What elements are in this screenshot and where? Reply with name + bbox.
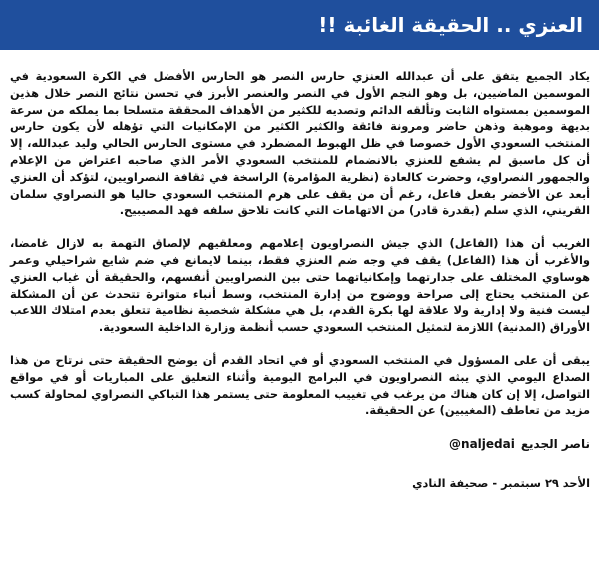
author-signature: [10, 435, 590, 453]
article-paragraph-2: الغريب أن هذا (الفاعل) الذي جيش النصراويون إعلامهم ومعلقيهم لإلصاق التهمة به لازال غامضا، والأغرب أن هذا (الفاعل) يقف في وجه ضم العنزي فقط، بينما لايمانع في ضم شايع شراحيلي وعمر هوساوي المختلف على جدارتهما وإمكانياتهما حتى بين النصراويين أنفسهم، والحقيقة أن غياب العنزي عن المنتخب يحتاج إلى صراحة ووضوح من إدارة المنتخب، وسط أنباء متواترة تتحدث عن أن المشكلة ليست فنية ولا إدارية ولا علاقة لها بكرة القدم، بل هي مشكلة شخصية نظامية تتعلق بعدم امتلاك اللاعب الأوراق (المدنية) اللازمة لتمثيل المنتخب السعودي حسب أنظمة وزارة الداخلية السعودية.: [10, 236, 590, 335]
article-paragraph-3: يبقى أن على المسؤول في المنتخب السعودي أو في اتحاد القدم أن يوضح الحقيقة حتى نرتاح من هذا الصداع اليومي الذي يبثه النصراويون في البرامج اليومية وأثناء التعليق على المباريات أو في مواقع التواصل، إلا إن كان هناك من يرغب في تغييب المعلومة حتى يستمر هذا التباكي النصراوي لمحاولة كسب مزيد من تعاطف (المغيبين) عن الحقيقة.: [10, 352, 590, 418]
title-bar: [0, 0, 599, 50]
article-paragraph-1: يكاد الجميع يتفق على أن عبدالله العنزي حارس النصر هو الحارس الأفضل في الكرة السعودية في الموسمين الماضيين، بل وهو النجم الأول في النصر والعنصر الأبرز في تحسن نتائج النصر خلال هذين الموسمين بمستواه الثابت وتألقه الدائم وتصديه للكثير من الأهداف المحققة متسلحا بما يملكه من سرعة بديهة وموهبة وذهن حاضر ومرونة فائقة والكثير الكثير من الإمكانيات التي تؤهله لأن يكون حارس المنتخب السعودي الأول خصوصا في ظل الهبوط المضطرد في مستوى الحارس الحالي وليد عبدالله، إلا أن كل ماسبق لم يشفع للعنزي بالانضمام للمنتخب السعودي الأمر الذي صاحبه اعتراض من الإعلام والجمهور النصراوي، وحضرت كالعادة (نظرية المؤامرة) الراسخة في ثقافة النصراويين، لتؤكد أن العنزي أبعد عن الأخضر بفعل فاعل، رغم أن من يقف على هرم المنتخب السعودي حاليا هو النصراوي سلمان القريني، الذي سلم (بقدرة قادر) من الاتهامات التي كانت تلاحق سلفه فهد المصيبيح.: [10, 69, 590, 218]
publication-date-line: الأحد ٢٩ سبتمبر - صحيفة النادي: [412, 476, 590, 491]
author-name: ناصر الجديع: [520, 437, 590, 452]
author-handle: @naljedai: [449, 437, 515, 452]
page-title: العنزي .. الحقيقة الغائبة !!: [318, 13, 583, 37]
article-body: [10, 68, 590, 491]
